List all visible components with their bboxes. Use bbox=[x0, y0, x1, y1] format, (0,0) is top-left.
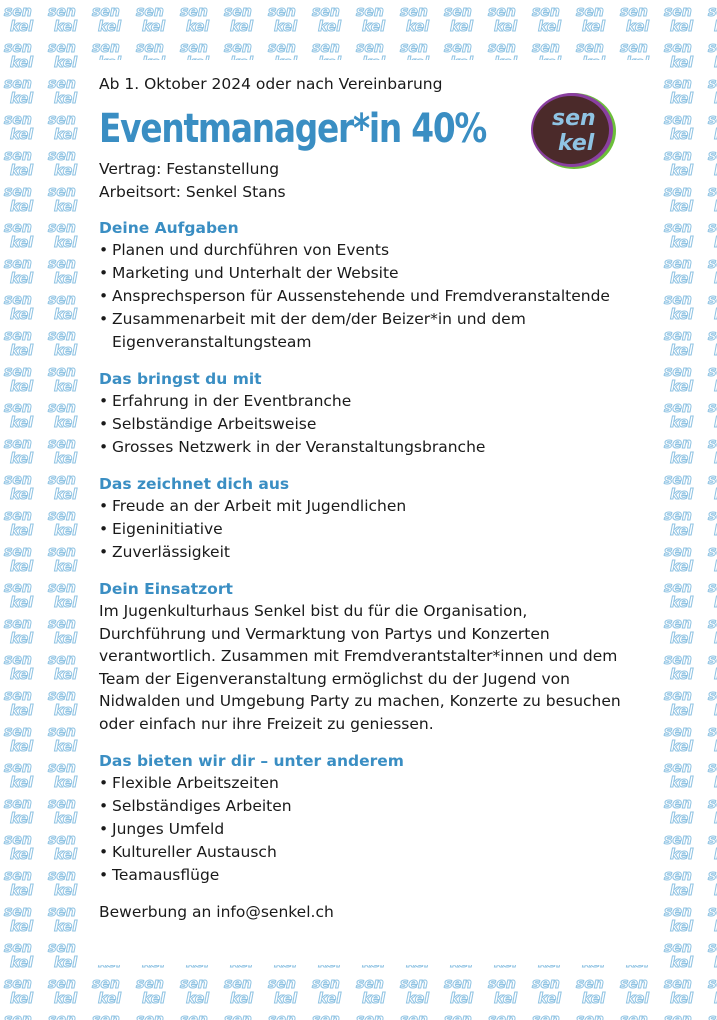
workplace-description: Im Jugenkulturhaus Senkel bist du für die Organisation, Durchführung und Vermarktung von Partys und Konzerten verantwortlich. Zusammen mit Fremdverantstalter*innen und dem Team der Eigenveranstaltung ermöglichst du der Jugend von Nidwalden und Umgebung Party zu machen, Konzerte zu besuchen oder einfach nur ihre Freizeit zu geniessen. bbox=[99, 602, 621, 733]
list-item: • Marketing und Unterhalt der Website bbox=[99, 264, 399, 282]
section-heading: Deine Aufgaben bbox=[99, 219, 239, 237]
list-item: • Zuverlässigkeit bbox=[99, 543, 230, 561]
list-item: • Zusammenarbeit mit der dem/der Beizer*in und dem Eigenveranstaltungsteam bbox=[99, 310, 526, 351]
section-workplace bbox=[99, 578, 639, 736]
job-posting-content bbox=[99, 74, 639, 938]
section-heading: Das zeichnet dich aus bbox=[99, 475, 290, 493]
list-item: • Freude an der Arbeit mit Jugendlichen bbox=[99, 497, 407, 515]
list-item: • Junges Umfeld bbox=[99, 819, 225, 838]
job-posting-panel bbox=[78, 60, 660, 965]
list-item: • Teamausflüge bbox=[99, 865, 220, 884]
section-qualities bbox=[99, 473, 639, 564]
senkel-logo bbox=[528, 90, 618, 170]
workplace: Arbeitsort: Senkel Stans bbox=[99, 182, 286, 201]
bullet-list bbox=[99, 772, 639, 887]
svg-text:sen: sen bbox=[552, 106, 596, 131]
section-benefits bbox=[99, 750, 639, 887]
section-requirements bbox=[99, 368, 639, 459]
bullet-list bbox=[99, 239, 639, 354]
bullet-list bbox=[99, 390, 639, 459]
section-tasks bbox=[99, 217, 639, 354]
bullet-list bbox=[99, 495, 639, 564]
list-item: • Grosses Netzwerk in der Veranstaltungsbranche bbox=[99, 438, 486, 456]
list-item: • Flexible Arbeitszeiten bbox=[99, 773, 279, 792]
list-item: • Selbständige Arbeitsweise bbox=[99, 415, 317, 433]
list-item: • Kultureller Austausch bbox=[99, 842, 277, 861]
section-heading: Dein Einsatzort bbox=[99, 580, 233, 598]
list-item: • Erfahrung in der Eventbranche bbox=[99, 392, 352, 410]
section-heading: Das bringst du mit bbox=[99, 370, 262, 388]
list-item: • Ansprechsperson für Aussenstehende und Fremdveranstaltende bbox=[99, 287, 610, 305]
application-contact: Bewerbung an info@senkel.ch bbox=[99, 902, 334, 921]
job-title: Eventmanager*in 40% bbox=[99, 106, 487, 152]
list-item: • Eigeninitiative bbox=[99, 520, 223, 538]
list-item: • Planen und durchführen von Events bbox=[99, 241, 390, 259]
section-heading: Das bieten wir dir – unter anderem bbox=[99, 751, 404, 770]
svg-text:kel: kel bbox=[558, 131, 595, 156]
list-item: • Selbständiges Arbeiten bbox=[99, 796, 292, 815]
availability-text: Ab 1. Oktober 2024 oder nach Vereinbarung bbox=[99, 75, 443, 93]
contract-type: Vertrag: Festanstellung bbox=[99, 160, 280, 178]
